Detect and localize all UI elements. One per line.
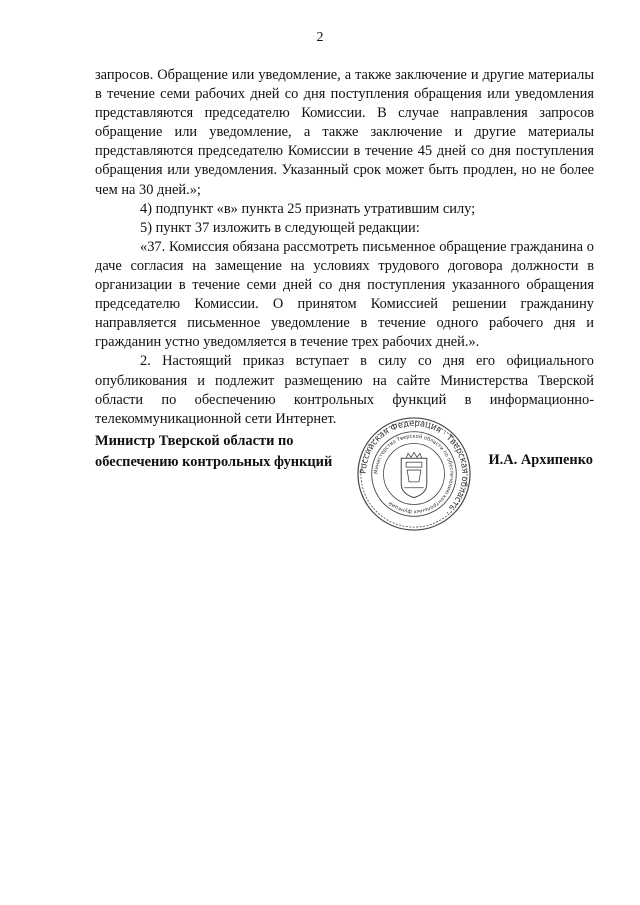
signature-block [95,417,595,525]
page-number: 2 [316,30,324,45]
signatory-title [95,431,332,473]
paragraph-item-5: 5) пункт 37 изложить в следующей редакции: [140,219,420,236]
paragraph-continuation: запросов. Обращение или уведомление, а также заключение и другие материалы в течение семи рабочих дней со дня поступления обращения или уведомления представляются председателю Комиссии. В случае направления запросов обращение или уведомление, а также заключение и другие материалы представляются председателю Комиссии в течение 45 дней со дня поступления обращения или уведомления. Указанный срок может быть продлен, но не более чем на 30 дней.»; [95,67,594,198]
body-text [95,66,594,429]
svg-text:Министерство Тверской области [374,433,455,514]
signatory-title-line1: Министр Тверской области по [95,433,294,449]
signatory-title-line2: обеспечению контрольных функций [95,454,333,470]
paragraph-point-37: «37. Комиссия обязана рассмотреть письменное обращение гражданина о даче согласия на замещение на условиях трудового договора должности в организации в течение семи дней со дня поступления указанного обращения председателю Комиссии. О принятом Комиссией решении гражданину направляется письменное уведомление в течение одного рабочего дня и гражданин устно уведомляется в течение трех рабочих дней.». [95,238,594,351]
seal-inner-text: Министерство Тверской области по обеспечению контрольных функций [373,433,455,515]
seal-outer-text: Российская Федерация · Тверская область · [357,417,471,518]
paragraph-order-2: 2. Настоящий приказ вступает в силу со дня его официального опубликования и подлежит размещению на сайте Министерства Тверской области по обеспечению контрольных функций в информационно-телекоммуникационной сети Интернет. [95,353,594,427]
coat-of-arms-icon [401,452,427,497]
paragraph-item-4: 4) подпункт «в» пункта 25 признать утратившим силу; [140,200,476,217]
signatory-name: И.А. Архипенко [488,452,593,468]
official-seal-icon [355,415,473,533]
